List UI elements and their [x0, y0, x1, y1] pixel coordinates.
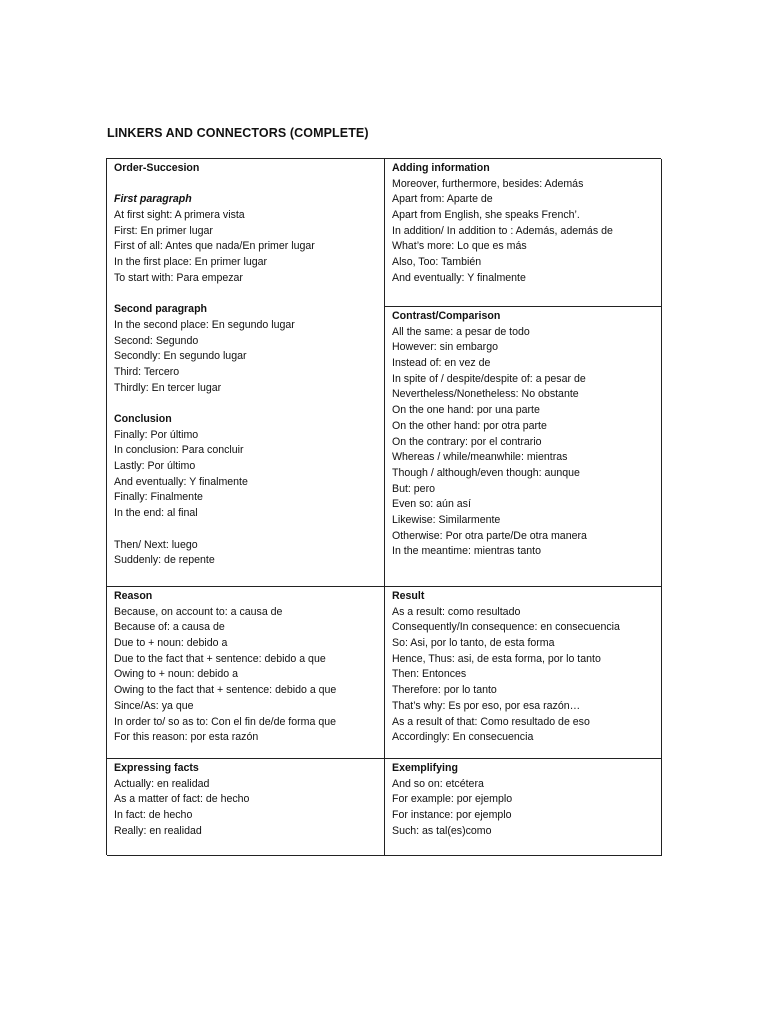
- list-item: On the one hand: por una parte: [392, 404, 540, 417]
- order-succession-cell: [107, 159, 385, 587]
- item-list: [114, 605, 378, 746]
- list-item: Therefore: por lo tanto: [392, 684, 497, 697]
- list-item: As a matter of fact: de hecho: [114, 793, 250, 806]
- list-item: In spite of / despite/despite of: a pesar de: [392, 372, 586, 385]
- list-item: As a result: como resultado: [392, 605, 521, 618]
- item-list: [114, 318, 378, 396]
- list-item: In the end: al final: [114, 507, 198, 520]
- list-item: Consequently/In consequence: en consecuencia: [392, 621, 620, 634]
- list-item: Secondly: En segundo lugar: [114, 350, 247, 363]
- list-item: Moreover, furthermore, besides: Además: [392, 177, 584, 190]
- list-item: At first sight: A primera vista: [114, 209, 245, 222]
- contrast-comparison-cell: [385, 307, 662, 587]
- list-item: And eventually: Y finalmente: [392, 271, 526, 284]
- subheading: Second paragraph: [114, 303, 208, 316]
- list-item: Really: en realidad: [114, 824, 202, 837]
- list-item: Finally: Por último: [114, 428, 199, 441]
- adding-information-cell: [385, 159, 662, 307]
- list-item: In addition/ In addition to : Además, además de: [392, 224, 613, 237]
- list-item: As a result of that: Como resultado de eso: [392, 715, 590, 728]
- list-item: And eventually: Y finalmente: [114, 475, 248, 488]
- list-item: On the contrary: por el contrario: [392, 435, 542, 448]
- list-item: For this reason: por esta razón: [114, 731, 259, 744]
- list-item: Such: as tal(es)como: [392, 824, 492, 837]
- list-item: Accordingly: En consecuencia: [392, 731, 534, 744]
- list-item: Even so: aún así: [392, 498, 471, 511]
- list-item: Because of: a causa de: [114, 621, 225, 634]
- cell-heading: Reason: [114, 590, 153, 602]
- item-list: [114, 428, 378, 522]
- list-item: What’s more: Lo que es más: [392, 240, 527, 253]
- list-item: Otherwise: Por otra parte/De otra manera: [392, 529, 587, 542]
- list-item: Actually: en realidad: [114, 777, 210, 790]
- list-item: In the meantime: mientras tanto: [392, 545, 541, 558]
- cell-heading: Adding information: [392, 162, 490, 174]
- cell-heading: Exemplifying: [392, 762, 458, 774]
- list-item: Then: Entonces: [392, 668, 467, 681]
- list-item: On the other hand: por otra parte: [392, 419, 547, 432]
- list-item: Nevertheless/Nonetheless: No obstante: [392, 388, 579, 401]
- list-item: Since/As: ya que: [114, 699, 194, 712]
- list-item: In the first place: En primer lugar: [114, 256, 268, 269]
- list-item: For instance: por ejemplo: [392, 809, 512, 822]
- list-item: Suddenly: de repente: [114, 554, 215, 567]
- list-item: Due to the fact that + sentence: debido a que: [114, 652, 326, 665]
- item-list: [392, 605, 655, 746]
- list-item: All the same: a pesar de todo: [392, 325, 530, 338]
- list-item: But: pero: [392, 482, 435, 495]
- exemplifying-cell: [385, 759, 662, 856]
- list-item: Finally: Finalmente: [114, 491, 203, 504]
- list-item: First: En primer lugar: [114, 224, 213, 237]
- list-item: Though / although/even though: aunque: [392, 466, 580, 479]
- list-item: Whereas / while/meanwhile: mientras: [392, 451, 568, 464]
- list-item: Likewise: Similarmente: [392, 513, 501, 526]
- list-item: Thirdly: En tercer lugar: [114, 381, 222, 394]
- list-item: Third: Tercero: [114, 365, 180, 378]
- list-item: And so on: etcétera: [392, 777, 484, 790]
- list-item: Also, Too: También: [392, 256, 482, 269]
- cell-heading: Result: [392, 590, 425, 602]
- list-item: Lastly: Por último: [114, 460, 196, 473]
- item-list: [392, 177, 655, 287]
- item-list: [114, 208, 378, 286]
- list-item: For example: por ejemplo: [392, 793, 513, 806]
- connectors-table: [106, 158, 661, 855]
- subheading: First paragraph: [114, 193, 192, 206]
- list-item: However: sin embargo: [392, 341, 498, 354]
- cell-heading: Contrast/Comparison: [392, 310, 501, 322]
- list-item: Because, on account to: a causa de: [114, 605, 283, 618]
- document-title: LINKERS AND CONNECTORS (COMPLETE): [107, 126, 369, 140]
- list-item: Due to + noun: debido a: [114, 637, 228, 650]
- item-list: [392, 777, 655, 840]
- reason-cell: [107, 587, 385, 759]
- cell-heading: Expressing facts: [114, 762, 199, 774]
- expressing-facts-cell: [107, 759, 385, 856]
- list-item: Then/ Next: luego: [114, 538, 198, 551]
- list-item: That’s why: Es por eso, por esa razón…: [392, 699, 581, 712]
- list-item: First of all: Antes que nada/En primer lugar: [114, 240, 315, 253]
- list-item: Owing to + noun: debido a: [114, 668, 238, 681]
- list-item: In the second place: En segundo lugar: [114, 318, 295, 331]
- list-item: Owing to the fact that + sentence: debido a que: [114, 684, 337, 697]
- list-item: Instead of: en vez de: [392, 357, 491, 370]
- result-cell: [385, 587, 662, 759]
- list-item: In conclusion: Para concluir: [114, 444, 244, 457]
- item-list: [114, 538, 378, 569]
- list-item: To start with: Para empezar: [114, 271, 243, 284]
- list-item: Apart from English, she speaks French’.: [392, 209, 580, 222]
- item-list: [392, 325, 655, 560]
- list-item: In fact: de hecho: [114, 809, 193, 822]
- list-item: Apart from: Aparte de: [392, 193, 493, 206]
- subheading: Conclusion: [114, 413, 172, 425]
- list-item: In order to/ so as to: Con el fin de/de forma que: [114, 715, 337, 728]
- list-item: Second: Segundo: [114, 334, 199, 347]
- list-item: Hence, Thus: asi, de esta forma, por lo tanto: [392, 652, 601, 665]
- cell-heading: Order-Succesion: [114, 162, 200, 174]
- list-item: So: Asi, por lo tanto, de esta forma: [392, 637, 555, 650]
- item-list: [114, 777, 378, 840]
